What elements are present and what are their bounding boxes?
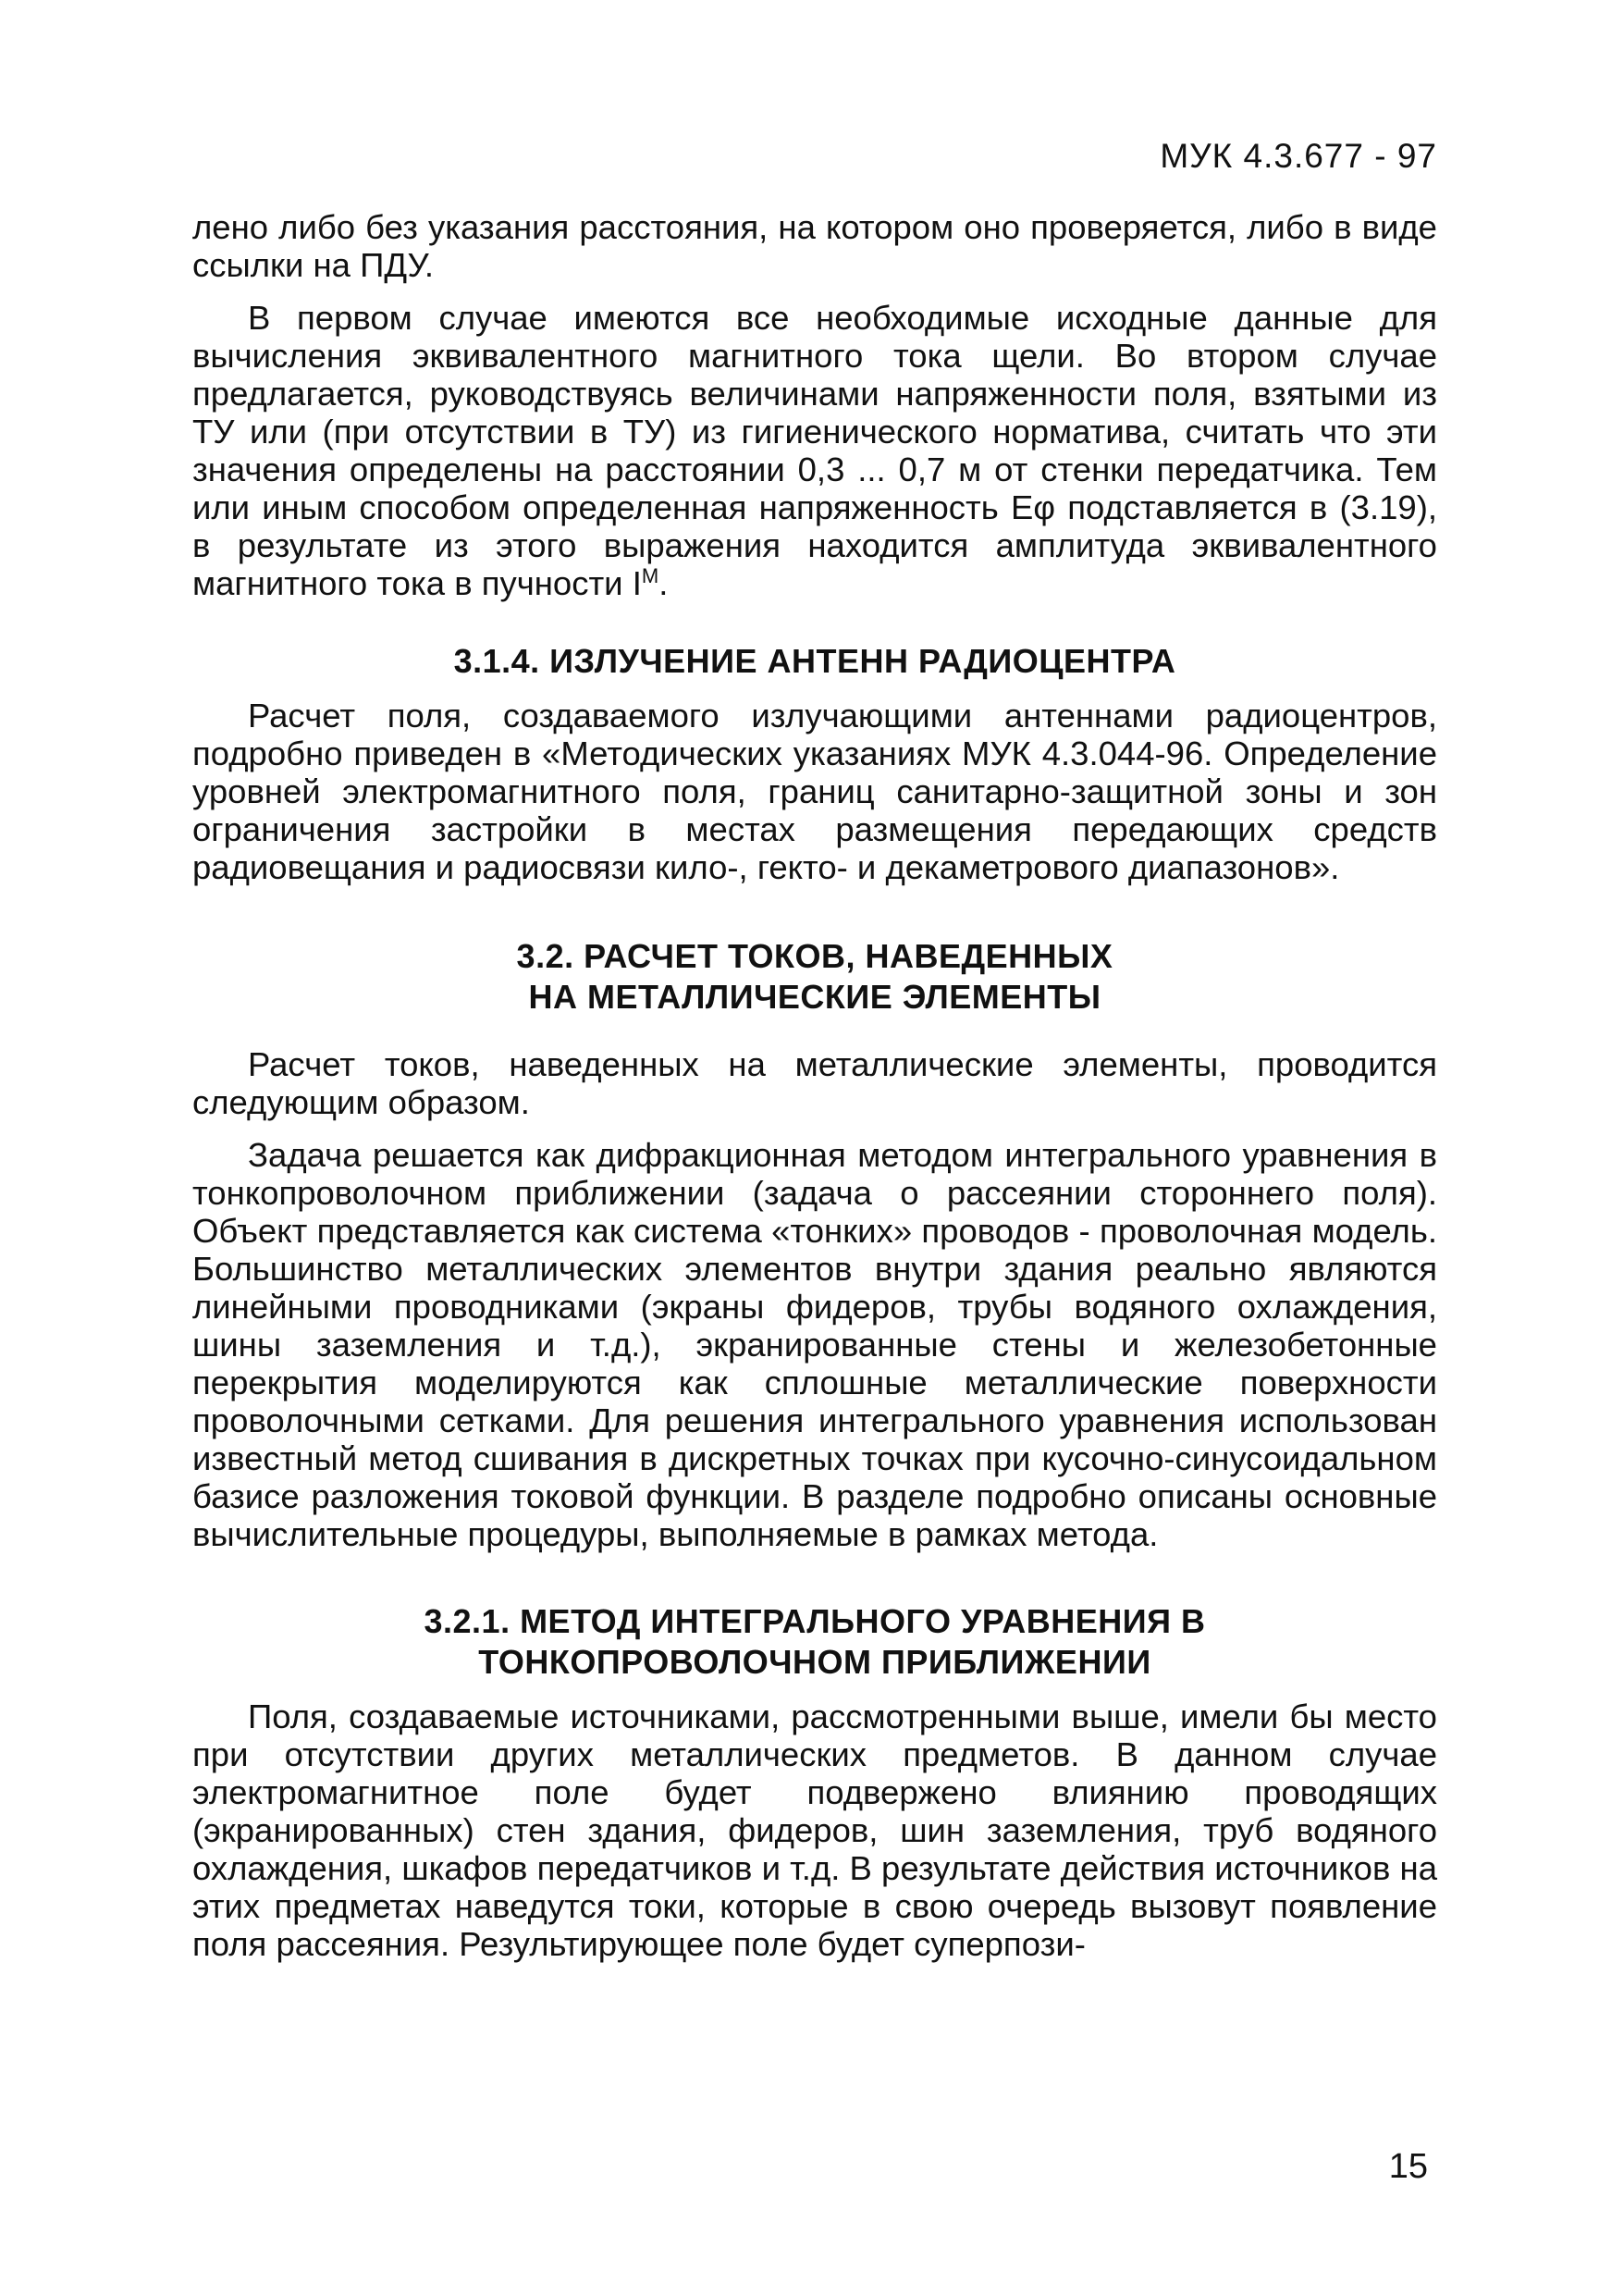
paragraph-radiocenter: Расчет поля, создаваемого излучающими антеннами радиоцентров, подробно приведен в «Методических указаниях МУК 4.3.044-96. Определение уровней электромагнитного поля, границ санитарно-защитной зоны и зон ограничения застройки в местах размещения передающих средств радиовещания и радиосвязи кило-, гекто- и декаметрового диапазонов». [192, 697, 1437, 886]
heading-3-2 [192, 936, 1437, 1018]
heading-3-2-line1: 3.2. РАСЧЕТ ТОКОВ, НАВЕДЕННЫХ [516, 937, 1113, 975]
current-superscript: М [641, 563, 659, 587]
heading-3-2-1-line1: 3.2.1. МЕТОД ИНТЕГРАЛЬНОГО УРАВНЕНИЯ В [424, 1602, 1206, 1640]
paragraph-cases [192, 299, 1437, 602]
page-body [192, 208, 1437, 1963]
paragraph-currents-intro: Расчет токов, наведенных на металлические элементы, проводится следующим образом. [192, 1045, 1437, 1121]
paragraph-continuation: лено либо без указания расстояния, на котором оно проверяется, либо в виде ссылки на ПДУ. [192, 208, 1437, 284]
document-code-header: МУК 4.3.677 - 97 [1160, 137, 1437, 175]
heading-3-2-line2: НА МЕТАЛЛИЧЕСКИЕ ЭЛЕМЕНТЫ [528, 978, 1101, 1016]
paragraph-cases-text: В первом случае имеются все необходимые исходные данные для вычисления эквивалентного магнитного тока щели. Во втором случае предлагается, руководствуясь величинами напряженности поля, взятыми из ТУ или (при отсутствии в ТУ) из гигиенического норматива, считать что эти значения определены на расстоянии 0,3 ... 0,7 м от стенки передатчика. Тем или иным способом определенная напряженность Eφ подставляется в (3.19), в результате из этого выражения находится амплитуда эквивалентного магнитного тока в пучности I [192, 299, 1437, 602]
paragraph-cases-end: . [658, 564, 669, 602]
heading-3-1-4: 3.1.4. ИЗЛУЧЕНИЕ АНТЕНН РАДИОЦЕНТРА [453, 642, 1176, 680]
paragraph-diffraction-task: Задача решается как дифракционная методом интегрального уравнения в тонкопроволочном приближении (задача о рассеянии стороннего поля). Объект представляется как система «тонких» проводов - проволочная модель. Большинство металлических элементов внутри здания реально являются линейными проводниками (экраны фидеров, трубы водяного охлаждения, шины заземления и т.д.), экранированные стены и железобетонные перекрытия моделируются как сплошные металлические поверхности проволочными сетками. Для решения интегрального уравнения использован известный метод сшивания в дискретных точках при кусочно-синусоидальном базисе разложения токовой функции. В разделе подробно описаны основные вычислительные процедуры, выполняемые в рамках метода. [192, 1136, 1437, 1553]
page-number: 15 [1388, 2147, 1428, 2186]
heading-3-2-1-line2: ТОНКОПРОВОЛОЧНОМ ПРИБЛИЖЕНИИ [478, 1643, 1151, 1681]
heading-3-2-1 [192, 1601, 1437, 1683]
paragraph-fields-sources: Поля, создаваемые источниками, рассмотренными выше, имели бы место при отсутствии других металлических предметов. В данном случае электромагнитное поле будет подвержено влиянию проводящих (экранированных) стен здания, фидеров, шин заземления, труб водяного охлаждения, шкафов передатчиков и т.д. В результате действия источников на этих предметах наведутся токи, которые в свою очередь вызовут появление поля рассеяния. Результирующее поле будет суперпози- [192, 1697, 1437, 1963]
